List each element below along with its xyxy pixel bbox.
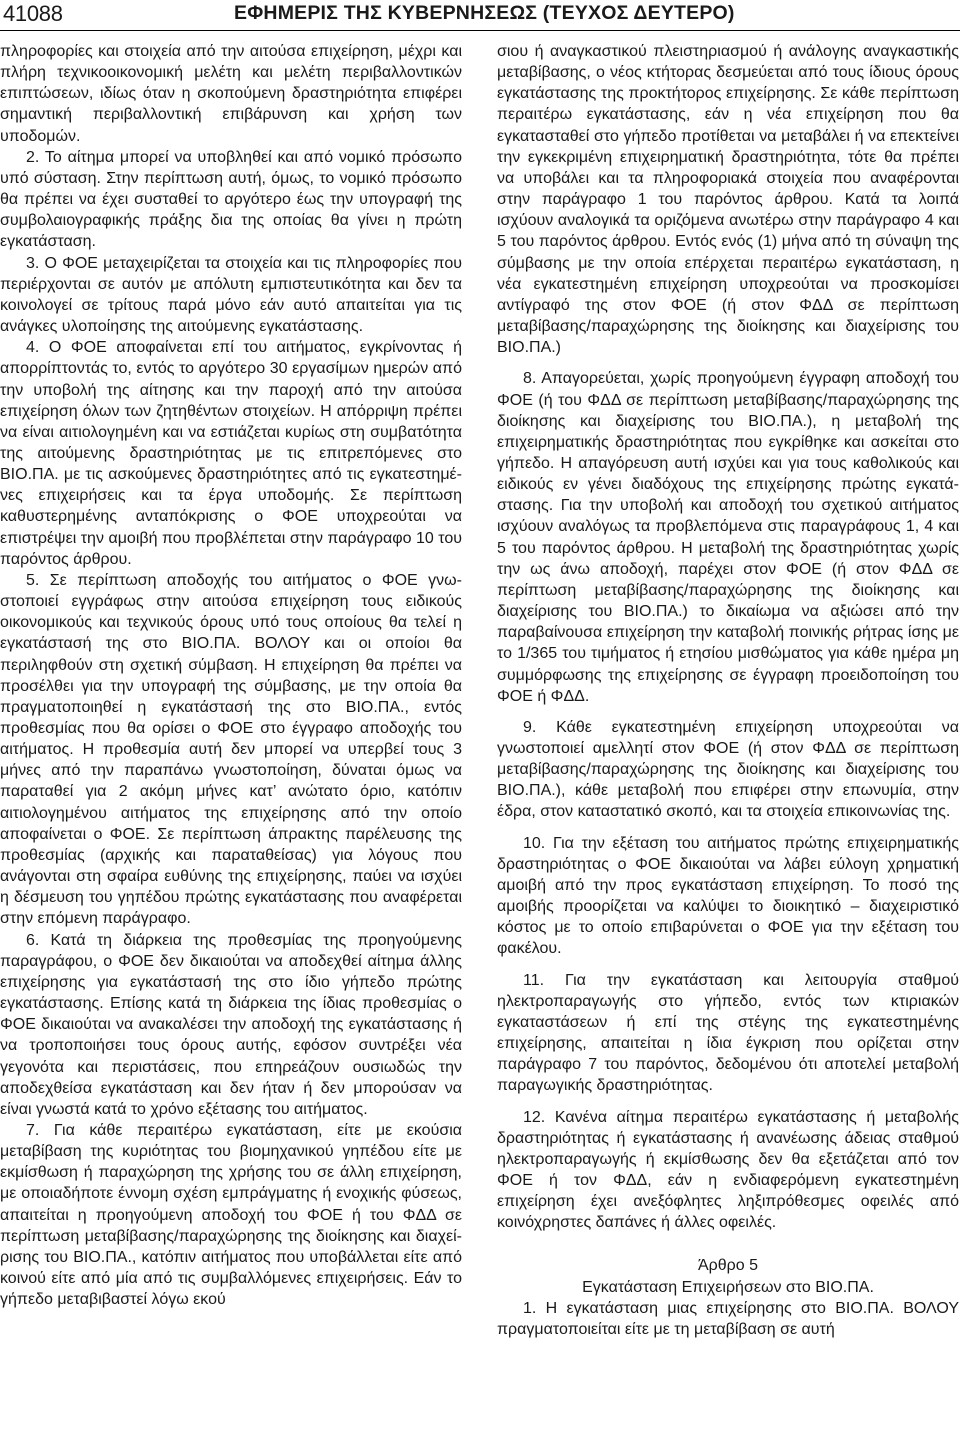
paragraph-11: 11. Για την εγκατάσταση και λειτουργία σταθμού ηλεκτροπαραγωγής στο γήπεδο, εντός των κτιριακών εγκαταστάσεων ή επί της στέγης της εγκατεστημένης επιχείρησης, απαιτείται η ίδια έγκριση που ορίζεται στην παράγραφο 7 του παρόντος, δεδομένου ότι αποτελεί μεταβολή παραγωγικής δραστηριότητας. <box>497 971 959 1095</box>
paragraph-6: 6. Κατά τη διάρκεια της προθεσμίας της προηγούμενης παραγράφου, ο ΦΟΕ δεν δικαιούται να αποδεχθεί αίτημα άλλης επιχείρησης για εγκατάστασή της στο ίδιο γήπεδο πρώτης εγκατάστασης. Επίσης κατά τη διάρκεια της ίδιας προθεσμίας ο ΦΟΕ δικαιούται να ανακαλέσει την αποδοχή της εγκατάστασης ή να τροποποιήσει τους όρους αυτής, εφόσον συντρέξει νέα γεγονότα και περιστάσεις, που επηρεάζουν ουσιωδώς την αποδεχθείσα εγκατάσταση και δεν ήταν ή δεν μπορούσαν να είναι γνωστά κατά το χρόνο εξέτασης του αιτήματος. <box>0 931 462 1118</box>
paragraph-7: 7. Για κάθε περαιτέρω εγκατάσταση, είτε με εκούσια μεταβίβαση της κυριότητας του βιομηχανικού γηπέδου είτε με εκμίσθωση ή παραχώρηση της χρήσης του σε άλλη επιχείρηση, με οποιαδήποτε έννομη σχέση εμπράγματης ή ενοχικής φύσεως, απαιτείται η προηγούμενη αποδοχή του ΦΟΕ ή του ΦΔΔ σε περίπτωση μεταβίβασης/παραχώρησης της διοίκησης και διαχείρισης του ΒΙΟ.ΠΑ., κατόπιν αιτήματος που υποβάλλεται είτε από κοινού είτε από μία από τις συμβαλλόμενες επιχειρήσεις. Εάν το γήπεδο μεταβιβαστεί λόγω εκού <box>0 1121 462 1309</box>
paragraph-7-continuation: σιου ή αναγκαστικού πλειστηριασμού ή ανάλογης αναγκαστικής μεταβίβασης, ο νέος κτήτορας δεσμεύεται από τους ίδιους όρους εγκατάστασης της προκτήτορος επιχείρησης. Σε κάθε περίπτωση περαιτέρω εγκατάστασης, εάν η νέα επιχείρηση που θα εγκατασταθεί στο γήπεδο προτίθεται να μεταβάλει ή να επεκτείνει την εγκεκριμένη επιχειρηματική δραστηριότητα, τότε θα πρέπει να υποβάλει και τα πληροφοριακά στοιχεία που αναφέρονται στην παράγραφο 1 του παρόντος άρθρου. Κατά τα λοιπά ισχύουν αναλογικά τα οριζόμενα ανωτέρω στην παράγραφο 4 και 5 του παρόντος άρθρου. Εντός ενός (1) μήνα από τη σύναψη της σύμβασης με την οποία επέρχεται περαιτέρω εγκατάσταση, η νέα εγκατεστημένη επιχείρηση υποχρεούται να προσκομίσει αντίγραφό της στον ΦΟΕ (ή στον ΦΔΔ σε περίπτωση μεταβίβασης/παραχώρησης της διοίκησης και διαχείρισης του ΒΙΟ.ΠΑ.) <box>497 43 959 357</box>
paragraph-4: 4. Ο ΦΟΕ αποφαίνεται επί του αιτήματος, εγκρίνοντας ή απορρίπτοντάς το, εντός το αργότερο 30 εργασίμων ημερών από την υποβολή της αίτησης και την παροχή από την αιτούσα επιχείρηση όλων των ζητηθέντων στοιχείων. Η απόρριψη πρέπει να είναι αιτιολογημένη και να εστιάζεται κυρίως στη συμβατότητα της αιτούμενης δραστηριότητας με τις επιτρεπόμενες στο ΒΙΟ.ΠΑ. με τις ασκούμενες δραστηριότητες από τις εγκατεστημένες επιχειρήσεις και τα έργα υποδομής. Σε περίπτωση καθυστερημένης ανταπόκρισης ο ΦΟΕ υποχρεούται να επιστρέψει την αμοιβή που προβλέπεται στην παράγραφο 10 του παρόντος άρθρου. <box>0 339 462 568</box>
paragraph-10: 10. Για την εξέταση του αιτήματος πρώτης επιχειρηματικής δραστηριότητας ο ΦΟΕ δικαιούται να λάβει εύλογη χρηματική αμοιβή από την προς εγκατάσταση επιχείρηση. Το ποσό της αμοιβής προορίζεται να καλύψει το διοικητικό – διαχειριστικό κόστος με το οποίο επιβαρύνεται ο ΦΟΕ για την εξέταση του φακέλου. <box>497 834 959 958</box>
left-column <box>0 41 462 1310</box>
paragraph-12: 12. Κανένα αίτημα περαιτέρω εγκατάστασης ή μεταβολής δραστηριότητας ή εγκατάστασης ή ανανέωσης άδειας σταθμού ηλεκτροπαραγωγής ή εκμίσθωσης δεν θα εξετάζεται από τον ΦΟΕ ή τον ΦΔΔ, εάν η ενδιαφερόμενη εγκατεστημένη επιχείρηση έχει ανεξόφλητες ληξιπρόθεσμες οφειλές από κοινόχρηστες δαπάνες ή άλλες οφειλές. <box>497 1108 959 1232</box>
gazette-title: ΕΦΗΜΕΡΙΣ ΤΗΣ ΚΥΒΕΡΝΗΣΕΩΣ (ΤΕΥΧΟΣ ΔΕΥΤΕΡΟ) <box>234 2 735 24</box>
article-heading: Άρθρο 5 <box>697 1257 759 1275</box>
page-number: 41088 <box>3 1 63 26</box>
paragraph-2: 2. Το αίτημα μπορεί να υποβληθεί και από νομικό πρόσωπο υπό σύσταση. Στην περίπτωση αυτή, όμως, το νομικό πρόσωπο θα πρέπει να έχει συσταθεί το αργότερο έως την υπογραφή της συμβολαιογραφικής πράξης δια της οποίας θα γίνει η πρώτη εγκατάσταση. <box>0 148 462 251</box>
paragraph-continuation: πληροφορίες και στοιχεία από την αιτούσα επιχείρηση, μέχρι και πλήρη τεχνικοοικονομική μελέτη και μελέτη περιβαλλοντικών επιπτώσεων, ιδίως όταν η σκοπούμενη δραστηριότητα επιφέρει σημαντική περιβαλλοντική επιβάρυνση και χρήση των υποδομών. <box>0 43 462 145</box>
page-header <box>0 0 960 30</box>
paragraph-5: 5. Σε περίπτωση αποδοχής του αιτήματος ο ΦΟΕ γνωστοποιεί εγγράφως στην αιτούσα επιχείρηση τους ειδικούς οικονομικούς και τεχνικούς όρους υπό τους οποίους θα τελεί η εγκατάστασή της στο ΒΙΟ.ΠΑ. ΒΟΛΟΥ και οι οποίοι θα περιληφθούν στη σχετική σύμβαση. Η επιχείρηση θα πρέπει να προσέλθει για την υπογραφή της σύμβασης, με την οποία θα πραγματοποιηθεί η εγκατάστασή της στο ΒΙΟ.ΠΑ., εντός προθεσμίας που θα ορίσει ο ΦΟΕ στο έγγραφο αποδοχής του αιτήματος. Η προθεσμία αυτή δεν μπορεί να υπερβεί τους 3 μήνες από την παραπάνω γνωστοποίηση, δύναται όμως να παραταθεί για 2 ακόμη μήνες κατ’ ανώτατο όριο, κατόπιν αιτιολογημένου αιτήματος της επιχείρησης από την οποίο αποφαίνεται ο ΦΟΕ. Σε περίπτωση άπρακτης παρέλευσης της προθεσμίας (αρχικής και παραταθείσας) για λόγους που ανάγονται στη σφαίρα ευθύνης της επιχείρησης, παύει να ισχύει η δέσμευση του γηπέδου πρώτης εγκατάστασης που αναφέρεται στην επόμενη παράγραφο. <box>0 571 462 928</box>
paragraph-9: 9. Κάθε εγκατεστημένη επιχείρηση υποχρεούται να γνωστοποιεί αμελλητί στον ΦΟΕ (ή στον ΦΔΔ σε περίπτωση μεταβίβασης/παραχώρησης της διοίκησης και διαχείρισης του ΒΙΟ.ΠΑ.), κάθε μεταβολή που επιφέρει στην επωνυμία, στην έδρα, στον καταστατικό σκοπό, και τα στοιχεία επικοινωνίας της. <box>497 718 959 821</box>
right-column <box>497 41 959 1340</box>
article-paragraph-1: 1. Η εγκατάσταση μιας επιχείρησης στο ΒΙΟ.ΠΑ. ΒΟΛΟΥ πραγματοποιείται είτε με τη μεταβίβαση σε αυτή <box>497 1299 959 1338</box>
paragraph-8: 8. Απαγορεύεται, χωρίς προηγούμενη έγγραφη αποδοχή του ΦΟΕ (ή του ΦΔΔ σε περίπτωση μεταβίβασης/παραχώρησης της διοίκησης και διαχείρισης του ΒΙΟ.ΠΑ.), η μεταβολή της επιχειρηματικής δραστηριότητας που εγκρίθηκε και ασκείται στο γήπεδο. Η απαγόρευση αυτή ισχύει και για τους καθολικούς και ειδικούς εν γένει διαδόχους της επιχείρησης πρώτης εγκατάστασης. Για την υποβολή και αποδοχή του σχετικού αιτήματος ισχύουν αναλόγως τα προβλεπόμενα στις παραγράφους 1, 4 και 5 του παρόντος άρθρου. Η μεταβολή της δραστηριότητας χωρίς την ως άνω αποδοχή, παρέχει στον ΦΟΕ (ή στον ΦΔΔ σε περίπτωση μεταβίβασης/παραχώρησης της διοίκησης και διαχείρισης του ΒΙΟ.ΠΑ.) το δικαίωμα να αξιώσει από την παραβαίνουσα επιχείρηση την καταβολή ποινικής ρήτρας ίσης με το 1/365 του τιμήματος ή ετησίου μισθώματος για κάθε ημέρα μη συμμόρφωσης της επιχείρησης σε έγγραφη προειδοποίηση του ΦΟΕ ή ΦΔΔ. <box>497 370 959 705</box>
article-title: Εγκατάσταση Επιχειρήσεων στο ΒΙΟ.ΠΑ. <box>582 1278 874 1296</box>
paragraph-3: 3. Ο ΦΟΕ μεταχειρίζεται τα στοιχεία και τις πληροφορίες που περιέρχονται σε αυτόν με απόλυτη εμπιστευτικότητα και δεν τα κοινολογεί σε τρίτους παρά μόνο εάν αυτό απαιτείται για τις ανάγκες υλοποίησης της αιτούμενης εγκατάστασης. <box>0 254 462 336</box>
header-rule <box>0 30 960 31</box>
